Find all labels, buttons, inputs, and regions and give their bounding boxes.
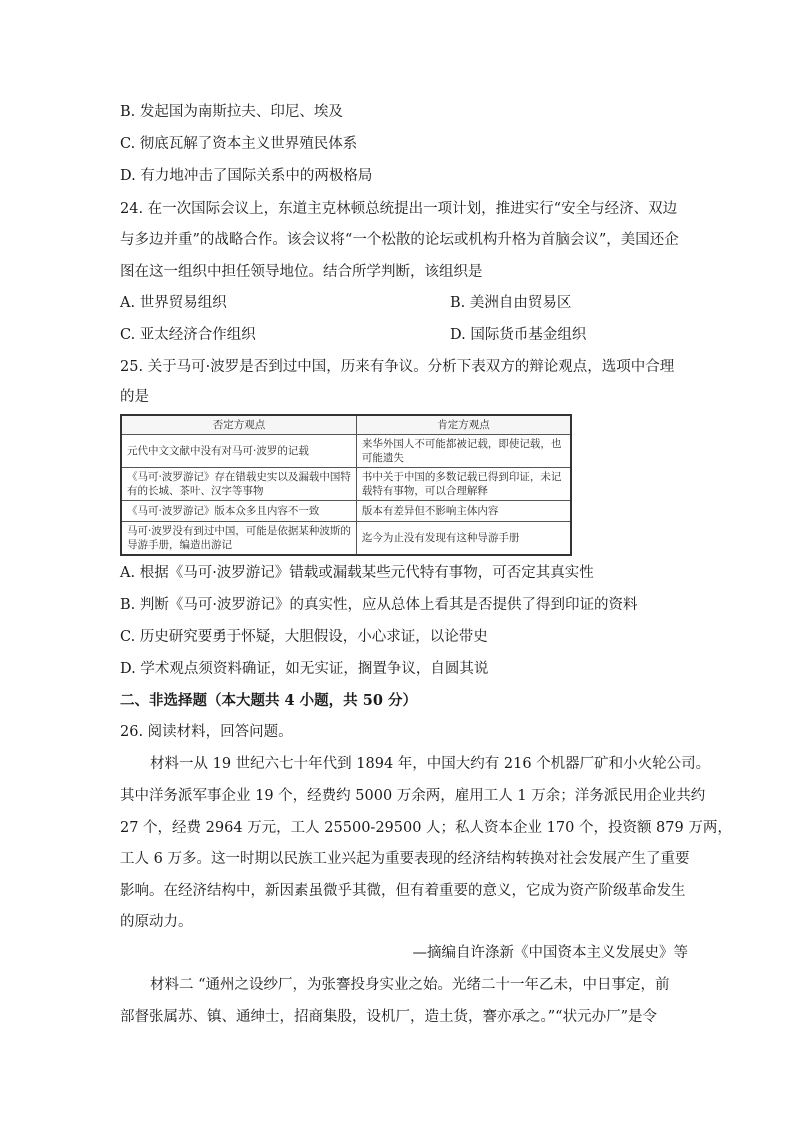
table-header-row (121, 415, 571, 435)
table-cell-negative: 元代中文文献中没有对马可·波罗的记载 (121, 435, 356, 468)
table-header-negative: 否定方观点 (121, 415, 356, 435)
q23-option-d: D. 有力地冲击了国际关系中的两极格局 (120, 168, 373, 184)
table-row (121, 435, 571, 468)
q25-option-d: D. 学术观点须资料确证，如无实证，搁置争议，自圆其说 (120, 661, 489, 677)
q25-option-b: B. 判断《马可·波罗游记》的真实性，应从总体上看其是否提供了得到印证的资料 (120, 597, 638, 613)
table-row (121, 501, 571, 522)
material2-line-1: 材料二 “通州之设纱厂，为张謇投身实业之始。光绪二十一年乙未，中日事定，前 (150, 977, 670, 993)
q26-title: 26. 阅读材料，回答问题。 (120, 724, 293, 740)
debate-table (120, 414, 572, 556)
material1-line-5: 影响。在经济结构中，新因素虽微乎其微，但有着重要的意义，它成为资产阶级革命发生 (120, 883, 686, 899)
q23-option-b: B. 发起国为南斯拉夫、印尼、埃及 (120, 104, 343, 120)
section-2-title: 二、非选择题（本大题共 4 小题，共 50 分） (120, 692, 417, 709)
table-cell-negative: 马可·波罗没有到过中国，可能是依据某种波斯的导游手册，编造出游记 (121, 522, 356, 556)
q24-option-d: D. 国际货币基金组织 (450, 327, 587, 343)
material1-line-2: 其中洋务派军事企业 19 个，经费约 5000 万余两，雇用工人 1 万余；洋务派民用企业共约 (120, 788, 706, 804)
q25-option-c: C. 历史研究要勇于怀疑，大胆假设，小心求证，以论带史 (120, 629, 488, 645)
table-cell-affirmative: 来华外国人不可能都被记载，即使记载，也可能遗失 (356, 435, 571, 468)
q24-stem-line-3: 图在这一组织中担任领导地位。结合所学判断，该组织是 (120, 264, 483, 280)
material1-line-4: 工人 6 万多。这一时期以民族工业兴起为重要表现的经济结构转换对社会发展产生了重要 (120, 851, 690, 867)
q25-stem-line-1: 25. 关于马可·波罗是否到过中国，历来有争议。分析下表双方的辩论观点，选项中合理 (120, 359, 675, 375)
material2-line-2: 部督张属苏、镇、通绅士，招商集股，设机厂，造土货，謇亦承之。”“状元办厂”是令 (120, 1009, 657, 1025)
table-header-affirmative: 肯定方观点 (356, 415, 571, 435)
q24-stem-line-1: 24. 在一次国际会议上，东道主克林顿总统提出一项计划，推进实行“安全与经济、双边 (120, 201, 678, 217)
material1-line-6: 的原动力。 (120, 914, 193, 930)
material1-line-1: 材料一从 19 世纪六七十年代到 1894 年，中国大约有 216 个机器厂矿和小火轮公司。 (150, 756, 711, 772)
table-cell-negative: 《马可·波罗游记》存在错载史实以及漏载中国特有的长城、茶叶、汉字等事物 (121, 468, 356, 501)
table-row (121, 468, 571, 501)
q25-option-a: A. 根据《马可·波罗游记》错载或漏载某些元代特有事物，可否定其真实性 (120, 565, 594, 581)
table-row (121, 522, 571, 556)
q24-option-c: C. 亚太经济合作组织 (120, 327, 256, 343)
q24-option-b: B. 美洲自由贸易区 (450, 295, 572, 311)
material1-source: —摘编自许涤新《中国资本主义发展史》等 (412, 945, 688, 961)
material1-line-3: 27 个，经费 2964 万元，工人 25500-29500 人；私人资本企业 170 个，投资额 879 万两， (120, 820, 732, 836)
table-cell-affirmative: 书中关于中国的多数记载已得到印证，未记载特有事物，可以合理解释 (356, 468, 571, 501)
table-cell-affirmative: 迄今为止没有发现有这种导游手册 (356, 522, 571, 556)
q25-stem-line-2: 的是 (120, 389, 149, 405)
q24-stem-line-2: 与多边并重”的战略合作。该会议将“一个松散的论坛或机构升格为首脑会议”，美国还企 (120, 232, 679, 248)
table-cell-affirmative: 版本有差异但不影响主体内容 (356, 501, 571, 522)
table-cell-negative: 《马可·波罗游记》版本众多且内容不一致 (121, 501, 356, 522)
q23-option-c: C. 彻底瓦解了资本主义世界殖民体系 (120, 136, 358, 152)
q24-option-a: A. 世界贸易组织 (120, 295, 227, 311)
